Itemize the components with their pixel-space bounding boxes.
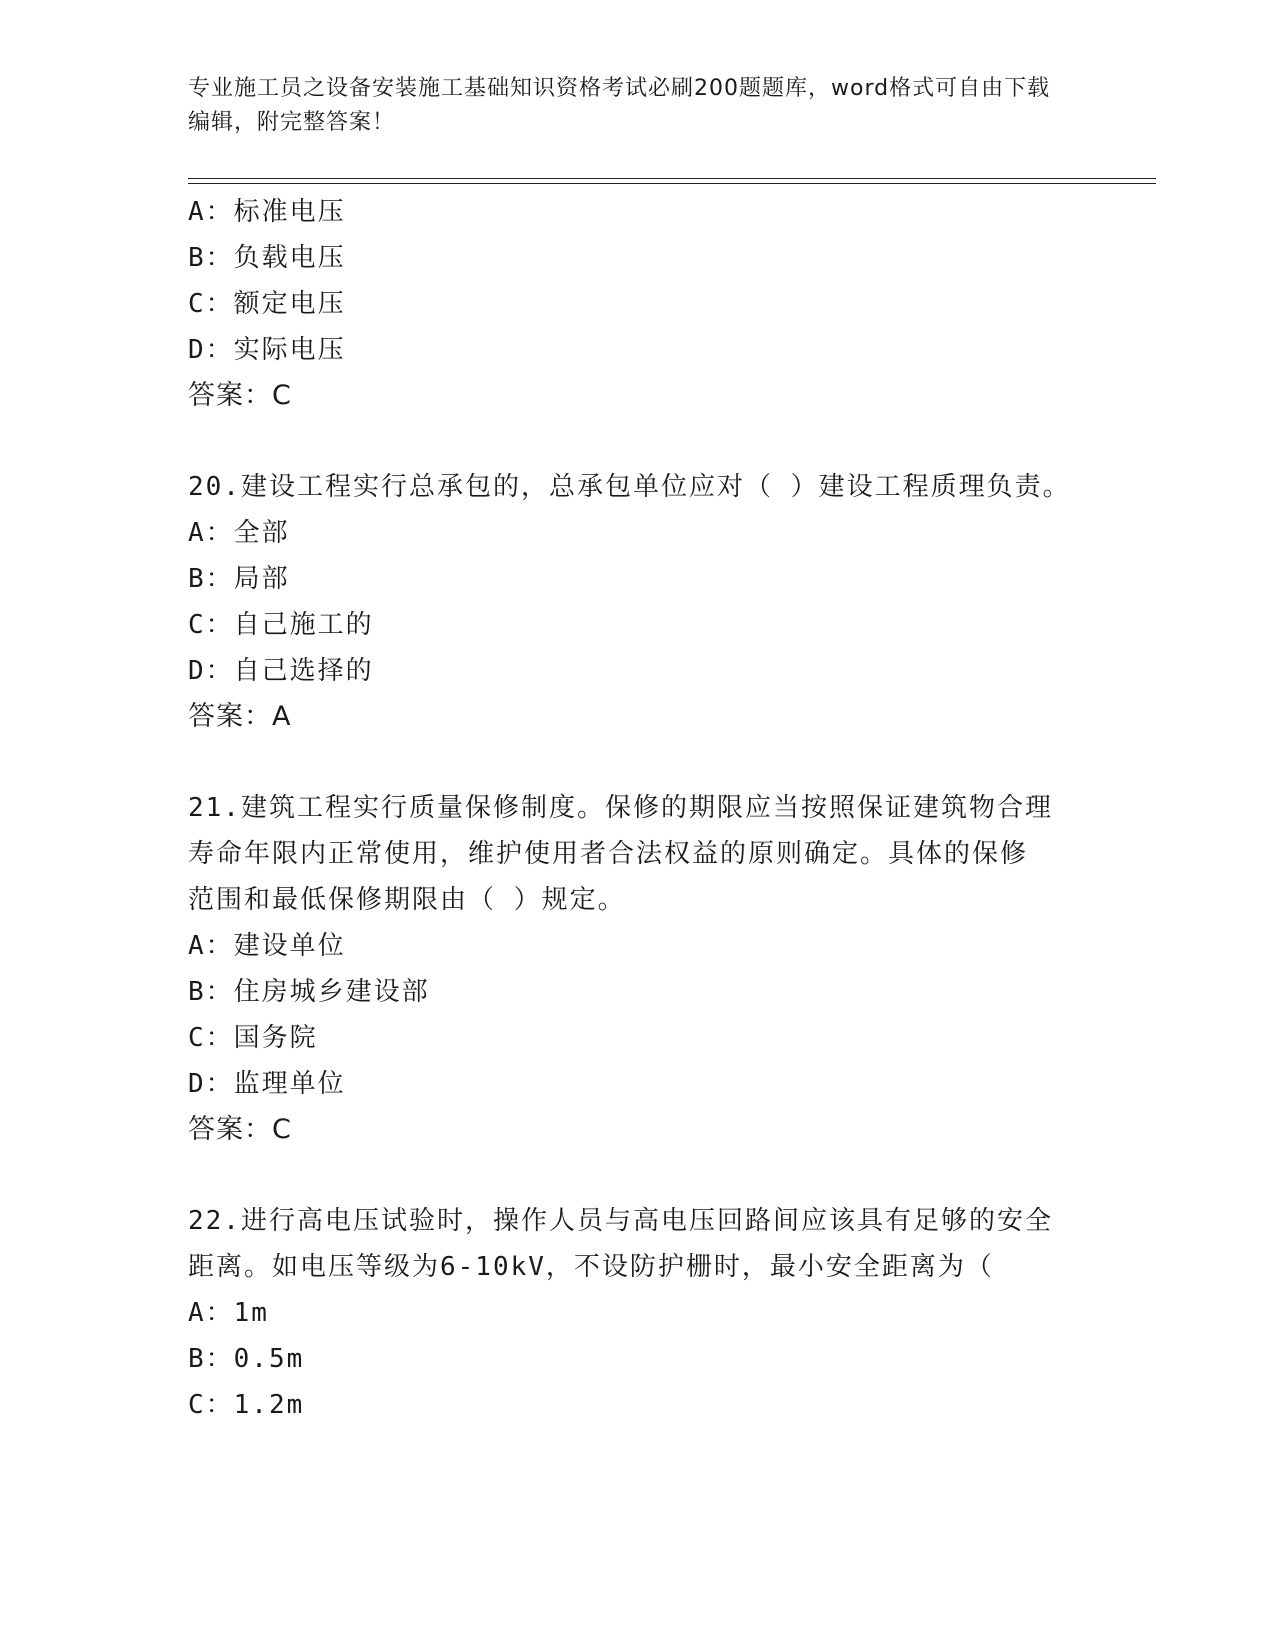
question-text-line: 22.进行高电压试验时，操作人员与高电压回路间应该具有足够的安全 [188, 1206, 1053, 1236]
question-text-line: 范围和最低保修期限由（ ）规定。 [188, 885, 626, 915]
option-d: D：实际电压 [188, 335, 346, 365]
question-20 [188, 464, 1088, 740]
answer: 答案：C [188, 380, 292, 411]
option-a: A：标准电压 [188, 197, 346, 227]
option-a: A：建设单位 [188, 931, 346, 961]
question-list [188, 189, 1088, 1428]
question-text-line: 21.建筑工程实行质量保修制度。保修的期限应当按照保证建筑物合理 [188, 793, 1053, 823]
option-c: C：国务院 [188, 1023, 318, 1053]
answer: 答案：A [188, 701, 292, 732]
option-d: D：自己选择的 [188, 656, 374, 686]
option-d: D：监理单位 [188, 1069, 346, 1099]
option-b: B：住房城乡建设部 [188, 977, 430, 1007]
question-21 [188, 785, 1088, 1153]
question-text: 20.建设工程实行总承包的，总承包单位应对（ ）建设工程质理负责。 [188, 472, 1071, 502]
question-22 [188, 1198, 1088, 1428]
document-header: 专业施工员之设备安装施工基础知识资格考试必刷200题题库，word格式可自由下载编辑，附完整答案！ [188, 76, 1051, 135]
option-b: B：0.5m [188, 1344, 305, 1374]
question-text-line: 寿命年限内正常使用，维护使用者合法权益的原则确定。具体的保修 [188, 839, 1029, 869]
option-c: C：额定电压 [188, 289, 346, 319]
answer: 答案：C [188, 1114, 292, 1145]
question-text-line: 距离。如电压等级为6-10kV，不设防护栅时，最小安全距离为（ [188, 1252, 994, 1282]
header-divider-double [188, 183, 1156, 184]
option-b: B：负载电压 [188, 243, 346, 273]
option-a: A：1m [188, 1298, 269, 1328]
option-b: B：局部 [188, 564, 290, 594]
header-divider [188, 178, 1156, 179]
option-c: C：自己施工的 [188, 610, 374, 640]
option-c: C：1.2m [188, 1390, 305, 1420]
option-a: A：全部 [188, 518, 290, 548]
question-19 [188, 189, 1088, 419]
